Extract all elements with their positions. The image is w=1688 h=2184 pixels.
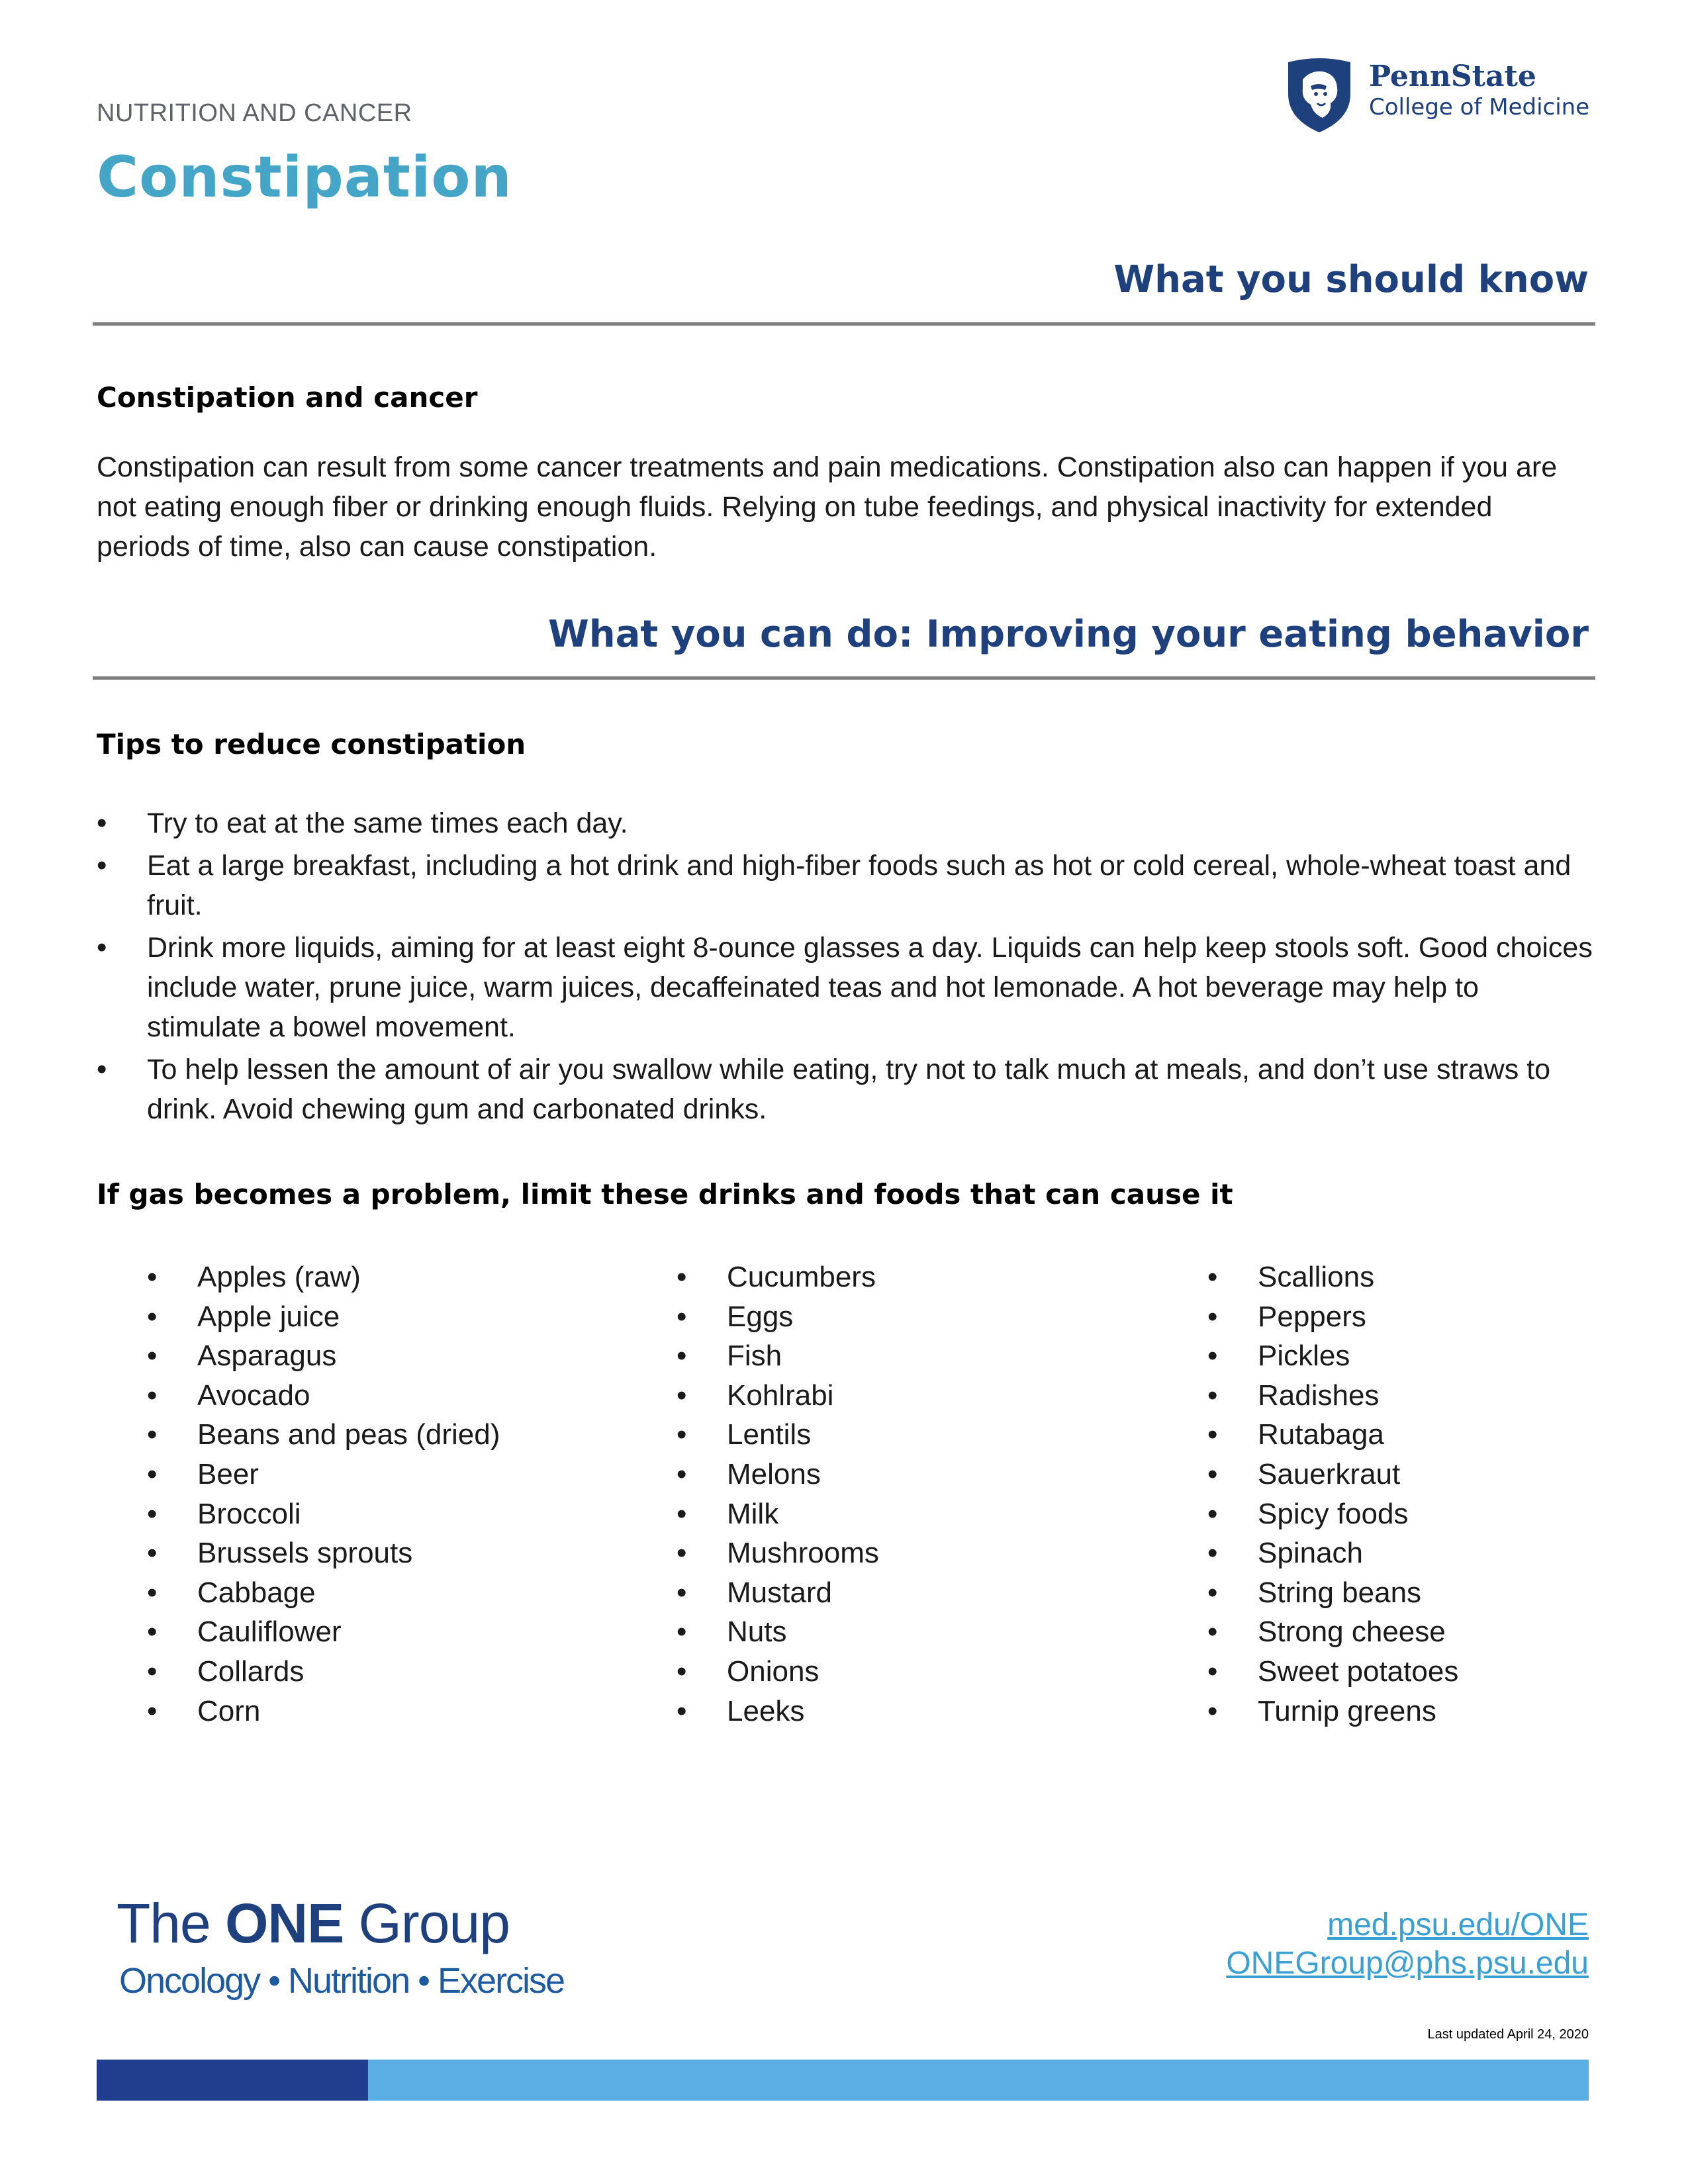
pennstate-logo: [1284, 57, 1595, 136]
list-item: • Asparagus: [147, 1336, 500, 1376]
last-updated: Last updated April 24, 2020: [1427, 2027, 1589, 2042]
footer-bar-dark: [97, 2060, 368, 2101]
list-item: • Try to eat at the same times each day.: [97, 803, 1599, 843]
list-item: • Fish: [677, 1336, 879, 1376]
list-item: • Eat a large breakfast, including a hot drink and high-fiber foods such as hot or cold cereal, whole-wheat toast and fruit.: [97, 846, 1599, 925]
document-category: NUTRITION AND CANCER: [97, 99, 412, 127]
list-item: • Onions: [677, 1652, 879, 1692]
footer-links: [1226, 1906, 1589, 1983]
list-item: • Cauliflower: [147, 1612, 500, 1652]
website-link[interactable]: med.psu.edu/ONE: [1327, 1907, 1589, 1942]
list-item: • Eggs: [677, 1297, 879, 1337]
list-item: • Apple juice: [147, 1297, 500, 1337]
list-item: • Nuts: [677, 1612, 879, 1652]
list-item: • Avocado: [147, 1376, 500, 1416]
list-item: • To help lessen the amount of air you swallow while eating, try not to talk much at meals, and don’t use straws to drink. Avoid chewing gum and carbonated drinks.: [97, 1050, 1599, 1129]
list-item: • Corn: [147, 1692, 500, 1731]
list-item: • Leeks: [677, 1692, 879, 1731]
email-link[interactable]: ONEGroup@phs.psu.edu: [1226, 1946, 1589, 1981]
list-item: • Broccoli: [147, 1494, 500, 1534]
list-item: • Brussels sprouts: [147, 1533, 500, 1573]
one-group-logo: [117, 1891, 510, 1956]
section-heading-know: What you should know: [1113, 258, 1589, 301]
list-item: • Beans and peas (dried): [147, 1415, 500, 1455]
page-title: Constipation: [97, 144, 512, 210]
list-item: • Turnip greens: [1207, 1692, 1458, 1731]
section-divider: [93, 322, 1595, 326]
list-item: • Sauerkraut: [1207, 1455, 1458, 1494]
group-bold: ONE: [225, 1892, 344, 1954]
list-item: • String beans: [1207, 1573, 1458, 1613]
footer-bar-light: [368, 2060, 1589, 2101]
one-group-tagline: Oncology • Nutrition • Exercise: [119, 1961, 565, 2001]
list-item: • Kohlrabi: [677, 1376, 879, 1416]
list-item: • Drink more liquids, aiming for at least eight 8-ounce glasses a day. Liquids can help keep stools soft. Good choices include water, prune juice, warm juices, decaffeinated teas and hot lemonade. A hot beverage may help to stimulate a bowel movement.: [97, 928, 1599, 1047]
nittany-lion-shield-icon: [1284, 57, 1354, 134]
list-item: • Mushrooms: [677, 1533, 879, 1573]
logo-name: PennState: [1369, 60, 1536, 93]
section-divider: [93, 676, 1595, 680]
list-item: • Cucumbers: [677, 1257, 879, 1297]
logo-subtitle: College of Medicine: [1369, 94, 1590, 120]
list-item: • Spicy foods: [1207, 1494, 1458, 1534]
list-item: • Collards: [147, 1652, 500, 1692]
tips-heading: Tips to reduce constipation: [97, 728, 526, 760]
section-heading-do: What you can do: Improving your eating behavior: [548, 613, 1589, 656]
gas-foods-heading: If gas becomes a problem, limit these drinks and foods that can cause it: [97, 1178, 1233, 1210]
list-item: • Sweet potatoes: [1207, 1652, 1458, 1692]
gas-foods-column-2: [677, 1257, 879, 1731]
gas-foods-column-3: [1207, 1257, 1458, 1731]
list-item: • Lentils: [677, 1415, 879, 1455]
list-item: • Mustard: [677, 1573, 879, 1613]
group-prefix: The: [117, 1892, 226, 1954]
list-item: • Scallions: [1207, 1257, 1458, 1297]
list-item: • Beer: [147, 1455, 500, 1494]
list-item: • Cabbage: [147, 1573, 500, 1613]
tips-list: [97, 803, 1599, 1132]
list-item: • Radishes: [1207, 1376, 1458, 1416]
gas-foods-column-1: [147, 1257, 500, 1731]
list-item: • Rutabaga: [1207, 1415, 1458, 1455]
list-item: • Melons: [677, 1455, 879, 1494]
constipation-cancer-body: Constipation can result from some cancer treatments and pain medications. Constipation also can happen if you are not eating enough fiber or drinking enough fluids. Relying on tube feedings, and physical inactivity for extended periods of time, also can cause constipation.: [97, 451, 1558, 563]
list-item: • Peppers: [1207, 1297, 1458, 1337]
list-item: • Apples (raw): [147, 1257, 500, 1297]
list-item: • Spinach: [1207, 1533, 1458, 1573]
constipation-cancer-heading: Constipation and cancer: [97, 381, 478, 414]
list-item: • Milk: [677, 1494, 879, 1534]
list-item: • Strong cheese: [1207, 1612, 1458, 1652]
group-suffix: Group: [344, 1892, 510, 1954]
list-item: • Pickles: [1207, 1336, 1458, 1376]
